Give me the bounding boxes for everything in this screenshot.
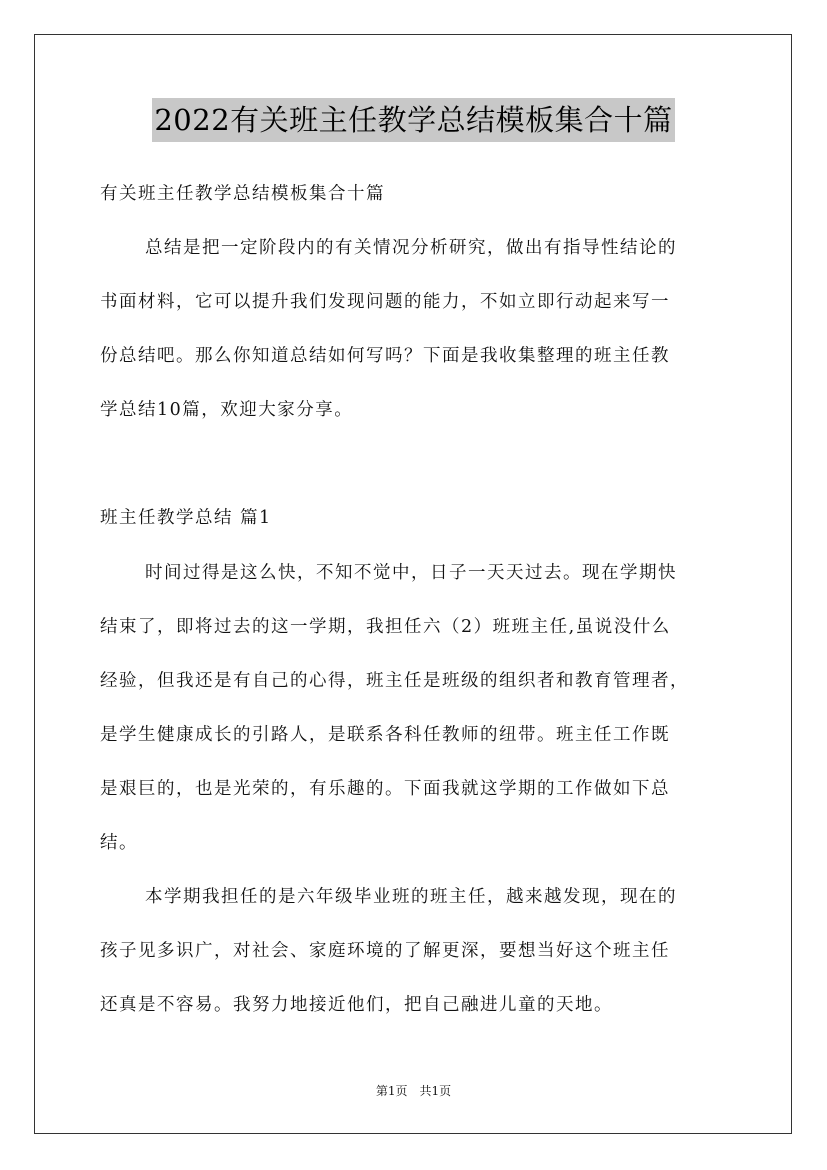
section-heading: 班主任教学总结 篇1 — [100, 508, 272, 528]
title-container — [0, 98, 827, 142]
paragraph-line: 结束了，即将过去的这一学期，我担任六（2）班班主任,虽说没什么 — [100, 617, 671, 637]
paragraph-line: 本学期我担任的是六年级毕业班的班主任，越来越发现，现在的 — [145, 887, 677, 907]
paragraph-line: 学总结10篇，欢迎大家分享。 — [100, 400, 354, 420]
paragraph-line: 时间过得是这么快，不知不觉中，日子一天天过去。现在学期快 — [145, 563, 677, 583]
paragraph-line: 是艰巨的，也是光荣的，有乐趣的。下面我就这学期的工作做如下总 — [100, 779, 670, 799]
paragraph-line: 孩子见多识广，对社会、家庭环境的了解更深，要想当好这个班主任 — [100, 941, 670, 961]
paragraph-line: 是学生健康成长的引路人，是联系各科任教师的纽带。班主任工作既 — [100, 725, 670, 745]
paragraph-line: 还真是不容易。我努力地接近他们，把自己融进儿童的天地。 — [100, 995, 613, 1015]
page-footer: 第1页 共1页 — [375, 1084, 452, 1098]
paragraph-line: 总结是把一定阶段内的有关情况分析研究，做出有指导性结论的 — [145, 238, 677, 258]
document-title: 2022有关班主任教学总结模板集合十篇 — [152, 98, 674, 142]
paragraph-line: 经验，但我还是有自己的心得，班主任是班级的组织者和教育管理者， — [100, 671, 689, 691]
paragraph-line: 书面材料，它可以提升我们发现问题的能力，不如立即行动起来写一 — [100, 292, 670, 312]
paragraph-line: 结。 — [100, 833, 138, 853]
subtitle-line: 有关班主任教学总结模板集合十篇 — [100, 184, 385, 204]
paragraph-line: 份总结吧。那么你知道总结如何写吗？下面是我收集整理的班主任教 — [100, 346, 670, 366]
